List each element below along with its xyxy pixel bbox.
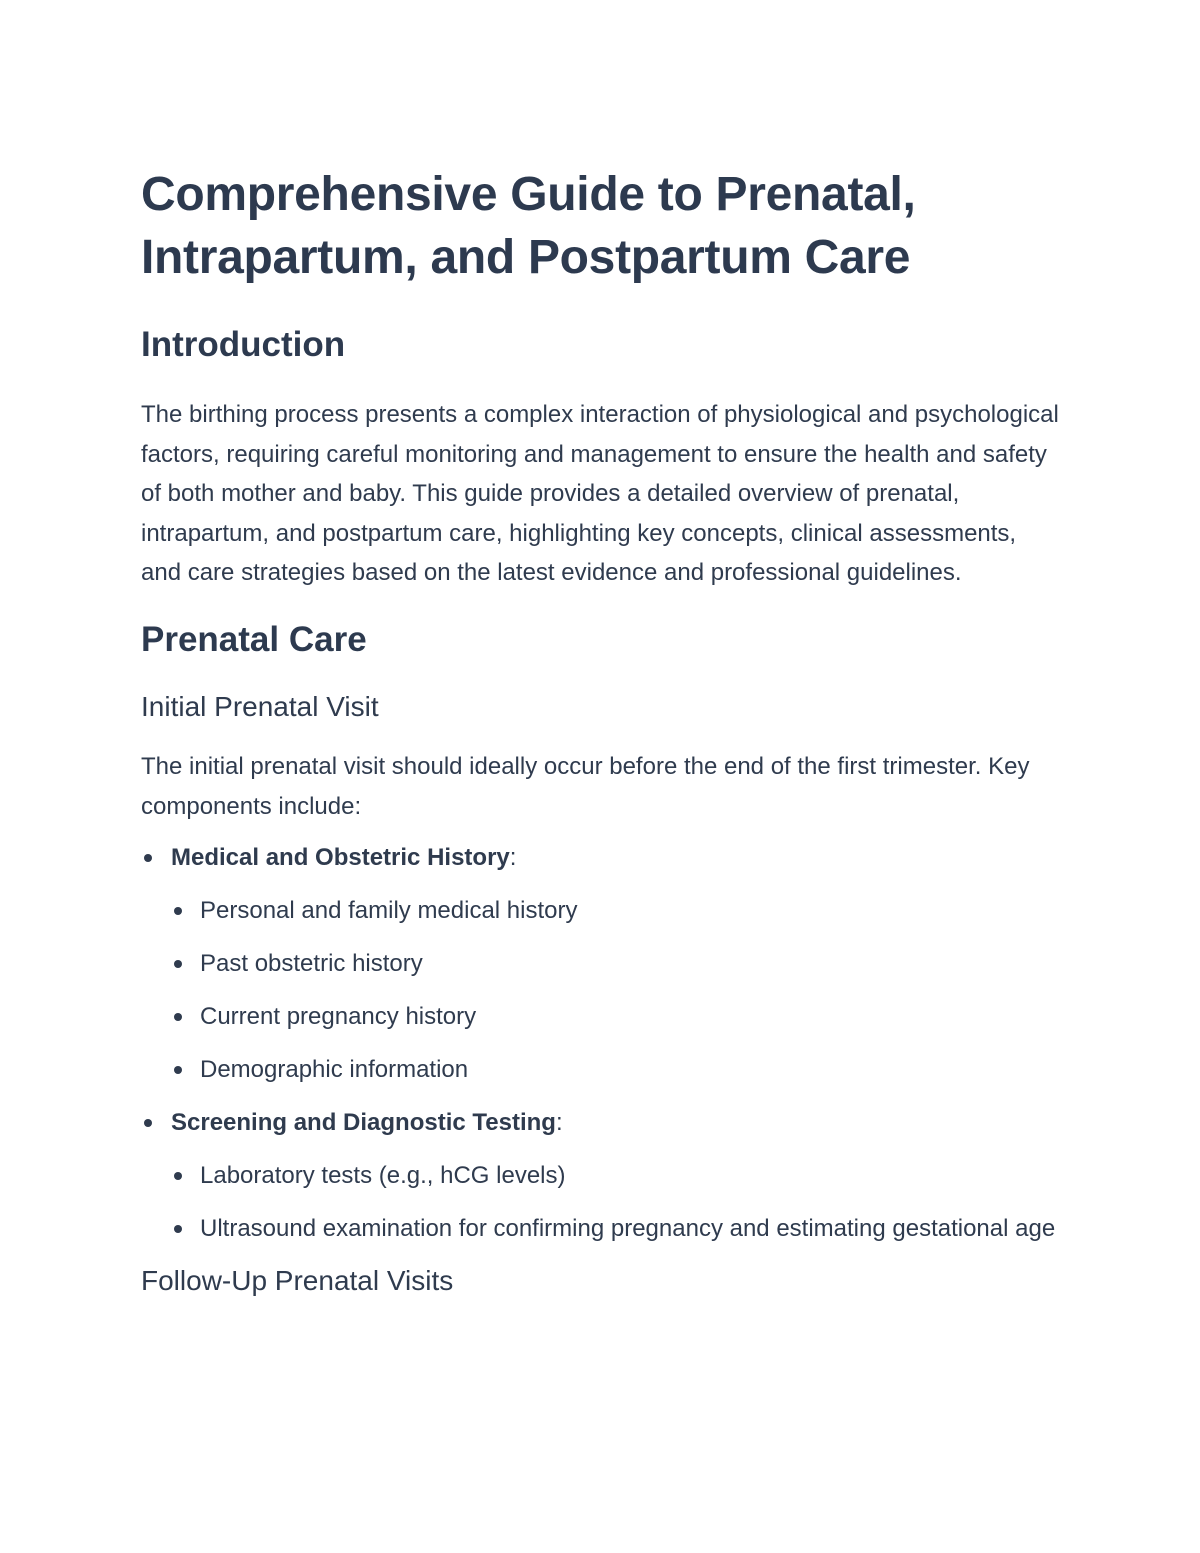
prenatal-care-heading: Prenatal Care xyxy=(141,619,367,659)
sublist-item-text: Demographic information xyxy=(200,1056,469,1084)
list-item-label: Medical and Obstetric History xyxy=(171,844,510,872)
bullet-icon xyxy=(174,1013,182,1021)
bullet-icon xyxy=(174,1172,182,1180)
document-title: Comprehensive Guide to Prenatal, Intrapartum, and Postpartum Care xyxy=(141,168,916,284)
bullet-icon xyxy=(174,907,182,915)
sublist-item-text: Past obstetric history xyxy=(200,950,423,978)
sublist xyxy=(171,891,1060,1090)
sublist xyxy=(171,1156,1060,1249)
bullet-icon xyxy=(174,1066,182,1074)
list-item-suffix: : xyxy=(555,1109,563,1137)
sublist-item-text: Personal and family medical history xyxy=(200,897,578,925)
list-item-label: Screening and Diagnostic Testing xyxy=(171,1109,556,1137)
initial-visit-components-list xyxy=(141,838,1060,1249)
bullet-icon xyxy=(174,960,182,968)
sublist-item xyxy=(171,1050,1060,1090)
introduction-paragraph: The birthing process presents a complex interaction of physiological and psychological factors, requiring careful monitoring and management to ensure the health and safety of both mother and baby. This guide provides a detailed overview of prenatal, intrapartum, and postpartum care, highlighting key concepts, clinical assessments, and care strategies based on the latest evidence and professional guidelines. xyxy=(141,401,1059,587)
sublist-item xyxy=(171,997,1060,1037)
sublist-item xyxy=(171,891,1060,931)
list-item xyxy=(141,1103,1060,1249)
sublist-item xyxy=(171,1156,1060,1196)
sublist-item-text: Laboratory tests (e.g., hCG levels) xyxy=(200,1162,566,1190)
sublist-item xyxy=(171,944,1060,984)
initial-visit-heading: Initial Prenatal Visit xyxy=(141,690,379,722)
bullet-icon xyxy=(144,1119,152,1127)
initial-visit-paragraph: The initial prenatal visit should ideally occur before the end of the first trimester. Key components include: xyxy=(141,752,1030,820)
list-item xyxy=(141,838,1060,1090)
sublist-item-text: Current pregnancy history xyxy=(200,1003,477,1031)
sublist-item xyxy=(171,1209,1060,1249)
introduction-heading: Introduction xyxy=(141,325,346,364)
followup-visits-heading: Follow-Up Prenatal Visits xyxy=(141,1265,454,1297)
list-item-suffix: : xyxy=(509,844,517,872)
sublist-item-text: Ultrasound examination for confirming pregnancy and estimating gestational age xyxy=(200,1215,1056,1243)
bullet-icon xyxy=(174,1225,182,1233)
bullet-icon xyxy=(144,854,152,862)
